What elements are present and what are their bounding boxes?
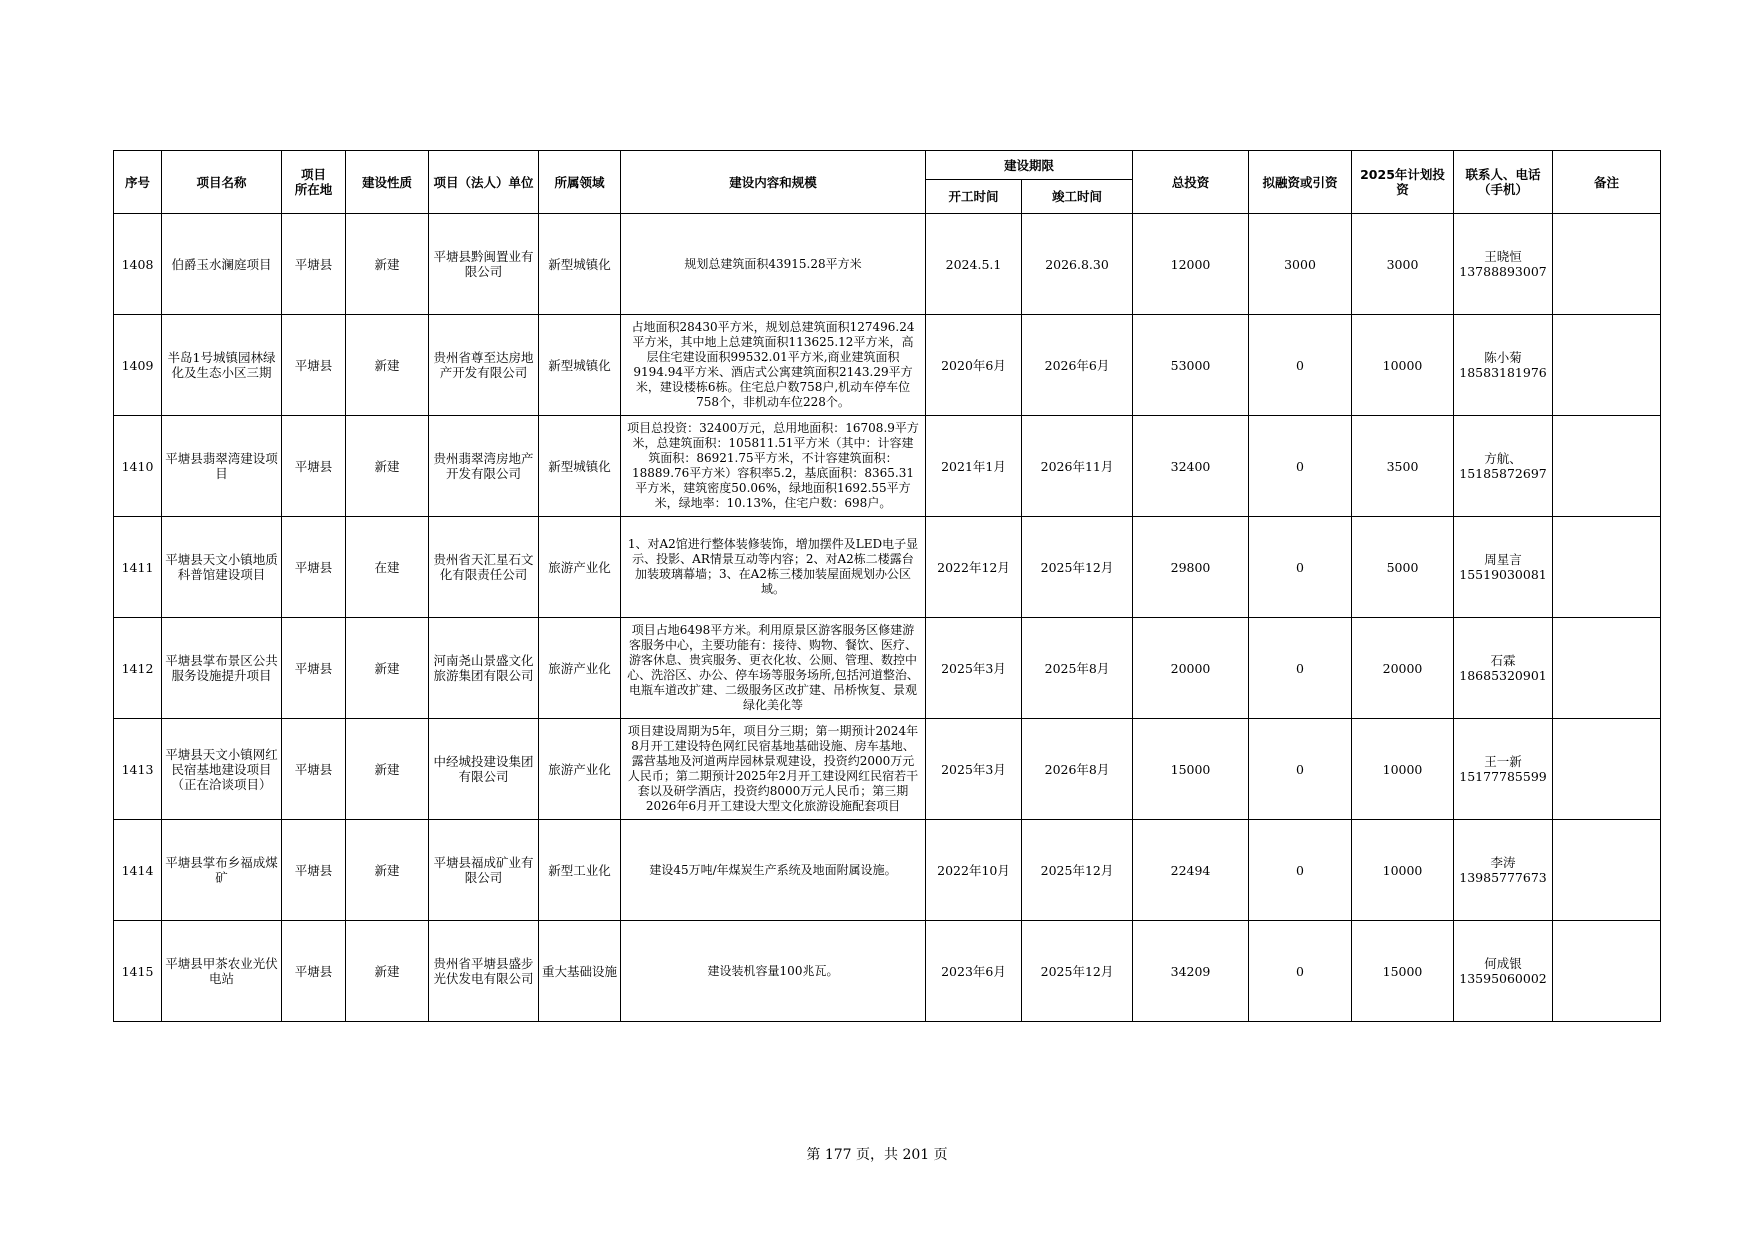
cell-start-date: 2020年6月 (926, 315, 1022, 416)
cell-contact (1454, 416, 1553, 517)
cell-contact (1454, 517, 1553, 618)
cell-plan-2025: 5000 (1352, 517, 1454, 618)
table-row (114, 416, 1661, 517)
contact-name: 王一新 (1484, 754, 1522, 769)
cell-no: 1408 (114, 214, 162, 315)
cell-start-date: 2023年6月 (926, 921, 1022, 1022)
cell-unit: 贵州省尊至达房地产开发有限公司 (429, 315, 539, 416)
contact-name: 何成银 (1484, 956, 1522, 971)
contact-name: 方航、 (1484, 451, 1522, 466)
header-content: 建设内容和规模 (621, 151, 926, 214)
table-body (114, 214, 1661, 1022)
table-row (114, 517, 1661, 618)
cell-content (621, 820, 926, 921)
cell-plan-2025: 10000 (1352, 820, 1454, 921)
cell-content (621, 719, 926, 820)
contact-phone: 15519030081 (1459, 567, 1547, 582)
cell-total-investment: 12000 (1133, 214, 1249, 315)
table-row (114, 921, 1661, 1022)
cell-location: 平塘县 (282, 416, 346, 517)
cell-remark (1553, 820, 1661, 921)
cell-contact (1454, 820, 1553, 921)
cell-remark (1553, 921, 1661, 1022)
cell-contact (1454, 214, 1553, 315)
cell-unit: 贵州省平塘县盛步光伏发电有限公司 (429, 921, 539, 1022)
content-text: 规划总建筑面积43915.28平方米 (684, 256, 862, 271)
cell-financing: 0 (1249, 315, 1352, 416)
cell-plan-2025: 3000 (1352, 214, 1454, 315)
cell-contact (1454, 315, 1553, 416)
cell-unit: 贵州翡翠湾房地产开发有限公司 (429, 416, 539, 517)
cell-project-name: 平塘县掌布景区公共服务设施提升项目 (162, 618, 282, 719)
cell-no: 1414 (114, 820, 162, 921)
cell-location: 平塘县 (282, 517, 346, 618)
cell-financing: 0 (1249, 820, 1352, 921)
table-row (114, 719, 1661, 820)
cell-no: 1410 (114, 416, 162, 517)
cell-financing: 0 (1249, 416, 1352, 517)
cell-remark (1553, 719, 1661, 820)
cell-field: 重大基础设施 (539, 921, 621, 1022)
content-text: 项目建设周期为5年，项目分三期；第一期预计2024年 8月开工建设特色网红民宿基地基础设施、房车基地、露营基地及河道两岸园林景观建设，投资约2000万元人民币；第二期预计2025年2月开工建设网红民宿若干套以及研学酒店，投资约8000万元人民币；第三期2026年6月开工建设大型文化旅游设施配套项目 (627, 724, 919, 813)
cell-nature: 新建 (346, 719, 429, 820)
cell-end-date: 2025年12月 (1022, 820, 1133, 921)
cell-nature: 新建 (346, 820, 429, 921)
contact-name: 陈小菊 (1484, 350, 1522, 365)
cell-total-investment: 15000 (1133, 719, 1249, 820)
contact-phone: 18685320901 (1459, 668, 1547, 683)
cell-total-investment: 20000 (1133, 618, 1249, 719)
cell-project-name: 伯爵玉水澜庭项目 (162, 214, 282, 315)
table-row (114, 315, 1661, 416)
cell-content (621, 517, 926, 618)
cell-no: 1409 (114, 315, 162, 416)
cell-location: 平塘县 (282, 719, 346, 820)
cell-unit: 平塘县福成矿业有限公司 (429, 820, 539, 921)
contact-phone: 15185872697 (1459, 466, 1547, 481)
cell-remark (1553, 315, 1661, 416)
cell-financing: 0 (1249, 517, 1352, 618)
header-end: 竣工时间 (1022, 180, 1133, 214)
cell-financing: 0 (1249, 719, 1352, 820)
cell-location: 平塘县 (282, 214, 346, 315)
cell-content (621, 416, 926, 517)
header-contact: 联系人、电话（手机） (1454, 151, 1553, 214)
cell-project-name: 平塘县天文小镇地质科普馆建设项目 (162, 517, 282, 618)
table-row (114, 214, 1661, 315)
cell-plan-2025: 10000 (1352, 315, 1454, 416)
cell-plan-2025: 15000 (1352, 921, 1454, 1022)
cell-contact (1454, 719, 1553, 820)
cell-no: 1412 (114, 618, 162, 719)
cell-start-date: 2025年3月 (926, 618, 1022, 719)
cell-total-investment: 53000 (1133, 315, 1249, 416)
table-row (114, 820, 1661, 921)
cell-no: 1415 (114, 921, 162, 1022)
cell-project-name: 半岛1号城镇园林绿化及生态小区三期 (162, 315, 282, 416)
header-remark: 备注 (1553, 151, 1661, 214)
cell-end-date: 2026.8.30 (1022, 214, 1133, 315)
contact-phone: 13985777673 (1459, 870, 1547, 885)
content-text: 项目总投资：32400万元，总用地面积：16708.9平方米，总建筑面积：105811.51平方米（其中：计容建筑面积：86921.75平方米，不计容建筑面积：18889.76平方米）容积率5.2，基底面积：8365.31平方米，建筑密度50.06%，绿地面积1692.55平方米，绿地率：10.13%，住宅户数：698户。 (627, 421, 919, 510)
cell-nature: 新建 (346, 214, 429, 315)
header-start: 开工时间 (926, 180, 1022, 214)
header-plan2025: 2025年计划投资 (1352, 151, 1454, 214)
cell-location: 平塘县 (282, 618, 346, 719)
header-period: 建设期限 (926, 151, 1133, 180)
table-row (114, 618, 1661, 719)
cell-total-investment: 32400 (1133, 416, 1249, 517)
cell-content (621, 618, 926, 719)
cell-end-date: 2025年12月 (1022, 921, 1133, 1022)
cell-unit: 中经城投建设集团有限公司 (429, 719, 539, 820)
cell-remark (1553, 517, 1661, 618)
cell-content (621, 921, 926, 1022)
cell-unit: 河南尧山景盛文化旅游集团有限公司 (429, 618, 539, 719)
cell-field: 新型城镇化 (539, 315, 621, 416)
cell-field: 旅游产业化 (539, 719, 621, 820)
cell-field: 旅游产业化 (539, 618, 621, 719)
cell-remark (1553, 416, 1661, 517)
page-footer: 第 177 页，共 201 页 (806, 1147, 948, 1163)
cell-remark (1553, 214, 1661, 315)
cell-no: 1413 (114, 719, 162, 820)
cell-location: 平塘县 (282, 921, 346, 1022)
cell-plan-2025: 10000 (1352, 719, 1454, 820)
cell-remark (1553, 618, 1661, 719)
cell-content (621, 214, 926, 315)
cell-unit: 贵州省天汇星石文化有限责任公司 (429, 517, 539, 618)
cell-nature: 新建 (346, 416, 429, 517)
cell-start-date: 2022年10月 (926, 820, 1022, 921)
cell-start-date: 2022年12月 (926, 517, 1022, 618)
content-text: 占地面积28430平方米，规划总建筑面积127496.24平方米，其中地上总建筑面积113625.12平方米，高层住宅建设面积99532.01平方米,商业建筑面积9194.94平方米、酒店式公寓建筑面积2143.29平方米，建设楼栋6栋。住宅总户数758户,机动车停车位758个，非机动车位228个。 (631, 320, 915, 409)
header-total: 总投资 (1133, 151, 1249, 214)
contact-phone: 13788893007 (1459, 264, 1547, 279)
cell-end-date: 2025年8月 (1022, 618, 1133, 719)
cell-field: 新型城镇化 (539, 214, 621, 315)
cell-total-investment: 22494 (1133, 820, 1249, 921)
cell-no: 1411 (114, 517, 162, 618)
header-financing: 拟融资或引资 (1249, 151, 1352, 214)
contact-name: 周星言 (1484, 552, 1522, 567)
cell-project-name: 平塘县天文小镇网红民宿基地建设项目（正在洽谈项目） (162, 719, 282, 820)
contact-phone: 18583181976 (1459, 365, 1547, 380)
contact-name: 李涛 (1490, 855, 1516, 870)
cell-contact (1454, 921, 1553, 1022)
content-text: 1、对A2馆进行整体装修装饰，增加摆件及LED电子显示、投影、AR情景互动等内容；2、对A2栋二楼露台加装玻璃幕墙；3、在A2栋三楼加装屋面规划办公区域。 (627, 537, 919, 596)
content-text: 建设45万吨/年煤炭生产系统及地面附属设施。 (649, 862, 897, 877)
cell-end-date: 2026年6月 (1022, 315, 1133, 416)
cell-project-name: 平塘县翡翠湾建设项目 (162, 416, 282, 517)
cell-financing: 0 (1249, 618, 1352, 719)
cell-plan-2025: 3500 (1352, 416, 1454, 517)
header-field: 所属领域 (539, 151, 621, 214)
contact-name: 王晓恒 (1484, 249, 1522, 264)
cell-project-name: 平塘县掌布乡福成煤矿 (162, 820, 282, 921)
cell-content (621, 315, 926, 416)
cell-location: 平塘县 (282, 315, 346, 416)
contact-phone: 15177785599 (1459, 769, 1547, 784)
cell-nature: 新建 (346, 618, 429, 719)
cell-end-date: 2025年12月 (1022, 517, 1133, 618)
content-text: 建设装机容量100兆瓦。 (707, 963, 839, 978)
cell-field: 新型城镇化 (539, 416, 621, 517)
header-unit: 项目（法人）单位 (429, 151, 539, 214)
header-location: 项目 所在地 (282, 151, 346, 214)
cell-project-name: 平塘县甲茶农业光伏电站 (162, 921, 282, 1022)
cell-nature: 新建 (346, 921, 429, 1022)
cell-end-date: 2026年8月 (1022, 719, 1133, 820)
cell-field: 新型工业化 (539, 820, 621, 921)
cell-nature: 新建 (346, 315, 429, 416)
cell-total-investment: 29800 (1133, 517, 1249, 618)
contact-name: 石霖 (1490, 653, 1516, 668)
cell-financing: 0 (1249, 921, 1352, 1022)
cell-start-date: 2024.5.1 (926, 214, 1022, 315)
cell-location: 平塘县 (282, 820, 346, 921)
project-table (113, 150, 1661, 1022)
cell-unit: 平塘县黔闽置业有限公司 (429, 214, 539, 315)
header-name: 项目名称 (162, 151, 282, 214)
header-no: 序号 (114, 151, 162, 214)
cell-contact (1454, 618, 1553, 719)
contact-phone: 13595060002 (1459, 971, 1547, 986)
header-nature: 建设性质 (346, 151, 429, 214)
cell-start-date: 2025年3月 (926, 719, 1022, 820)
cell-total-investment: 34209 (1133, 921, 1249, 1022)
content-text: 项目占地6498平方米。利用原景区游客服务区修建游客服务中心，主要功能有：接待、购物、餐饮、医疗、游客休息、贵宾服务、更衣化妆、公厕、管理、数控中心、洗浴区、办公、停车场等服务场所,包括河道整治、电瓶车道改扩建、二级服务区改扩建、吊桥恢复、景观绿化美化等 (627, 623, 919, 712)
cell-nature: 在建 (346, 517, 429, 618)
cell-plan-2025: 20000 (1352, 618, 1454, 719)
cell-financing: 3000 (1249, 214, 1352, 315)
cell-start-date: 2021年1月 (926, 416, 1022, 517)
cell-field: 旅游产业化 (539, 517, 621, 618)
cell-end-date: 2026年11月 (1022, 416, 1133, 517)
